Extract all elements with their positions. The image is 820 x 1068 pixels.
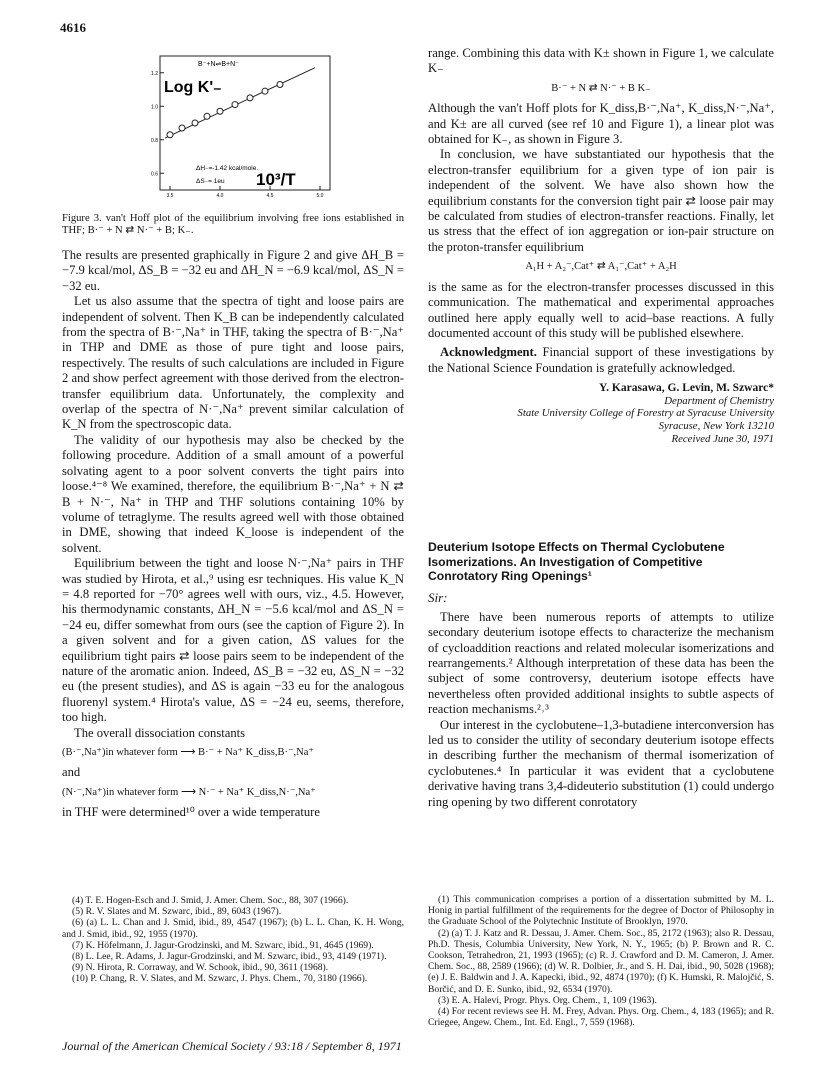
paragraph: The overall dissociation constants — [74, 725, 246, 740]
paragraph: is the same as for the electron-transfer processes discussed in this communication. The mathematical and experimental approaches outlined here apply equally well to acid–base reactions. A fully documented account of this study will be published elsewhere. — [428, 279, 774, 340]
paragraph: range. Combining this data with K± shown in Figure 1, we calculate K₋ — [428, 46, 774, 76]
city: Syracuse, New York 13210 — [658, 419, 774, 432]
data-point — [167, 132, 173, 138]
y-axis-label: Log K'₋ — [164, 79, 222, 96]
journal-footer: Journal of the American Chemical Society / 93:18 / September 8, 1971 — [62, 1039, 402, 1053]
paragraph: In conclusion, we have substantiated our hypothesis that the electron-transfer equilibrium for a given type of ion pair is independent of the solvent. We have also shown how the equilibrium constants for the conversion tight pair ⇄ loose pair may be calculated from studies of electron-transfer reactions. Finally, let us stress that the effect of ion aggregation or ion-pair structure on the proton-transfer equilibrium — [428, 147, 774, 254]
reference: (3) E. A. Halevi, Progr. Phys. Org. Chem., 1, 109 (1963). — [438, 994, 657, 1006]
data-point — [179, 125, 185, 131]
signature-block — [428, 382, 774, 445]
data-point — [204, 113, 210, 119]
vant-hoff-plot — [140, 52, 340, 212]
y-tick-label: 1.0 — [151, 104, 158, 111]
y-tick-label: 1.2 — [151, 70, 158, 77]
data-point — [277, 81, 283, 87]
reference: (4) T. E. Hogen-Esch and J. Smid, J. Amer. Chem. Soc., 88, 307 (1966). — [72, 895, 349, 906]
x-tick-label: 4.0 — [216, 193, 224, 199]
dissociation-equation: (B·⁻,Na⁺)in whatever form ⟶ B·⁻ + Na⁺ K_diss,B·⁻,Na⁺ — [62, 747, 314, 758]
data-point — [247, 95, 253, 101]
y-tick-label: 0.8 — [151, 137, 158, 144]
paragraph: Our interest in the cyclobutene–1,3-butadiene interconversion has led us to consider the utility of secondary deuterium isotope effects in describing further the mechanism of thermal isomerization of cyclobutenes.⁴ In particular it was evident that a cyclobutene derivative having trans 3,4-dideuterio substitution (1) could undergo ring opening by two different conrotatory — [428, 717, 774, 809]
and-word: and — [62, 765, 81, 780]
right-body — [428, 46, 774, 445]
reference: (5) R. V. Slates and M. Szwarc, ibid., 89, 6043 (1967). — [72, 906, 282, 918]
data-point — [192, 120, 198, 126]
reaction-label: B⁻+N⇌B+N⁻ — [198, 61, 239, 68]
k-minus-equation: B·⁻ + N ⇄ N·⁻ + B K₋ — [551, 82, 651, 94]
acknowledgment — [428, 345, 774, 376]
paragraph: The results are presented graphically in Figure 2 and give ΔH_B = −7.9 kcal/mol, ΔS_B = −32 eu and ΔH_N = −6.9 kcal/mol, ΔS_N = −32 eu. — [62, 248, 404, 293]
page-number: 4616 — [60, 20, 86, 35]
dh-annotation: ΔH₋=-1.42 kcal/mole. — [196, 165, 259, 172]
dissociation-equation: (N·⁻,Na⁺)in whatever form ⟶ N·⁻ + Na⁺ K_diss,N·⁻,Na⁺ — [62, 786, 316, 798]
reference: (1) This communication comprises a portion of a dissertation submitted by M. L. Honig in partial fulfillment of the requirements for the degree of Doctor of Philosophy in the Graduate School of the Polytechnic Institute of Brooklyn, 1970. — [428, 894, 774, 928]
paragraph: There have been numerous reports of attempts to utilize secondary deuterium isotope effects to characterize the mechanism of cycloaddition reactions and related molecular isomerizations and rearrangements.² Although interpretation of these data has been the subject of some controversy, deuterium isotope effects have nevertheless often provided additional insights to subtle aspects of reaction mechanisms.²˒³ — [428, 609, 774, 717]
left-references — [62, 895, 404, 985]
x-tick-label: 5.0 — [316, 193, 324, 199]
reference: (4) For recent reviews see H. M. Frey, Advan. Phys. Org. Chem., 4, 183 (1965); and R. Criegee, Angew. Chem., Int. Ed. Engl., 7, 559 (1968). — [428, 1006, 774, 1029]
left-body — [62, 248, 404, 821]
reference: (7) K. Höfelmann, J. Jagur-Grodzinski, and M. Szwarc, ibid., 91, 4645 (1969). — [72, 939, 374, 951]
paragraph: Although the van't Hoff plots for K_diss,B·⁻,Na⁺, K_diss,N·⁻,Na⁺, and K± are all curved (see ref 10 and Figure 1), a linear plot was obtained for K₋, as shown in Figure 3. — [428, 101, 774, 147]
paragraph: Let us also assume that the spectra of tight and loose pairs are independent of solvent. Then K_B can be independently calculated from the spectra of B·⁻,Na⁺ in THF, taking the spectra of B·⁻,Na⁺ in THP and DME as those of pure tight and loose pairs, respectively. The results of such calculations are included in Figure 2 and show perfect agreement with those derived from the electron-transfer equilibrium data. Unfortunately, the complexity and overlap of the spectra of N·⁻,Na⁺ prevent similar calculation of K_N from the spectroscopic data. — [62, 294, 404, 432]
figure-caption: Figure 3. van't Hoff plot of the equilibrium involving free ions established in THF; B·⁻ + N ⇄ N·⁻ + B; K₋. — [62, 213, 404, 237]
x-tick-label: 4.5 — [266, 193, 274, 199]
ack-heading: Acknowledgment. — [440, 345, 537, 360]
next-article — [428, 540, 774, 810]
x-tick-label: 3.5 — [166, 193, 174, 199]
article-body — [428, 610, 774, 810]
data-point — [217, 108, 223, 114]
ds-annotation: ΔS₋= 1eu — [196, 178, 225, 185]
reference: (2) (a) T. J. Katz and R. Dessau, J. Amer. Chem. Soc., 85, 2172 (1963); also R. Dessau, Ph.D. Thesis, Columbia University, New York, N. Y., 1965; (b) P. Brown and R. C. Cookson, Tetrahedron, 21, 1993 (1965); (c) R. J. Crawford and D. M. Cameron, J. Amer. Chem. Soc., 88, 2589 (1966); (d) W. R. Dolbier, Jr., and S. H. Dai, ibid., 90, 5028 (1968); (e) J. E. Baldwin and J. A. Kapecki, ibid., 92, 4874 (1970); (f) K. Humski, R. Malojčić, S. Borčić, and D. E. Sunko, ibid., 92, 6534 (1970). — [428, 927, 774, 995]
right-references — [428, 894, 774, 1028]
author-names: Y. Karasawa, G. Levin, M. Szwarc* — [598, 382, 774, 395]
paragraph: Equilibrium between the tight and loose N·⁻,Na⁺ pairs in THF was studied by Hirota, et al.,⁹ using esr techniques. His value K_N = 4.8 reported for −70° agrees well with ours, viz., 4.5. However, his thermodynamic constants, ΔH_N = −5.6 kcal/mol and ΔS_N = −24 eu, differ somewhat from ours (see the caption of Figure 2). In a given solvent and for a given cation, ΔS values for the equilibrium tight pairs ⇄ loose pairs seem to be independent of the nature of the aromatic anion. Indeed, ΔS_B = −32 eu, ΔS_N = −32 eu (the present studies), and ΔS is again −33 eu for the analogous fluorenyl system.⁴ Hirota's value, ΔS = −24 eu, seems, therefore, too high. — [62, 556, 404, 725]
data-point — [262, 88, 268, 94]
college: State University College of Forestry at Syracuse University — [517, 407, 774, 420]
article-title: Deuterium Isotope Effects on Thermal Cyclobutene Isomerizations. An Investigation of Competitive Conrotatory Ring Openings¹ — [428, 540, 725, 584]
figure-3 — [140, 52, 340, 212]
reference: (8) L. Lee, R. Adams, J. Jagur-Grodzinski, and M. Szwarc, ibid., 93, 4149 (1971). — [72, 951, 387, 963]
received-date: Received June 30, 1971 — [671, 432, 774, 445]
x-axis-label: 10³/T — [256, 170, 296, 189]
proton-transfer-equation: A₁H + A₂⁻,Cat⁺ ⇄ A₁⁻,Cat⁺ + A₂H — [525, 261, 677, 273]
reference: (10) P. Chang, R. V. Slates, and M. Szwarc, J. Phys. Chem., 70, 3180 (1966). — [72, 973, 368, 985]
department: Department of Chemistry — [664, 394, 774, 407]
ack-text: Financial support of these investigations by the National Science Foundation is gratefully acknowledged. — [428, 345, 774, 375]
paragraph: in THF were determined¹⁰ over a wide temperature — [62, 805, 320, 820]
reference: (6) (a) L. L. Chan and J. Smid, ibid., 89, 4547 (1967); (b) L. L. Chan, K. H. Wong, and J. Smid, ibid., 92, 1955 (1970). — [62, 917, 404, 940]
salutation: Sir: — [428, 589, 448, 605]
paragraph: The validity of our hypothesis may also be checked by the following procedure. Addition of a small amount of a powerful solvating agent to a poor solvent converts the tight pairs into loose.⁴⁻⁸ We examined, therefore, the equilibrium B·⁻,Na⁺ + N ⇄ B + N·⁻, Na⁺ in THP and THF solutions containing 10% by volume of tetraglyme. The results agreed well with those obtained in DME, showing that indeed K_loose is independent of the solvent. — [62, 432, 404, 555]
y-tick-label: 0.6 — [151, 171, 158, 178]
data-point — [232, 102, 238, 108]
reference: (9) N. Hirota, R. Corraway, and W. Schook, ibid., 90, 3611 (1968). — [72, 962, 329, 974]
